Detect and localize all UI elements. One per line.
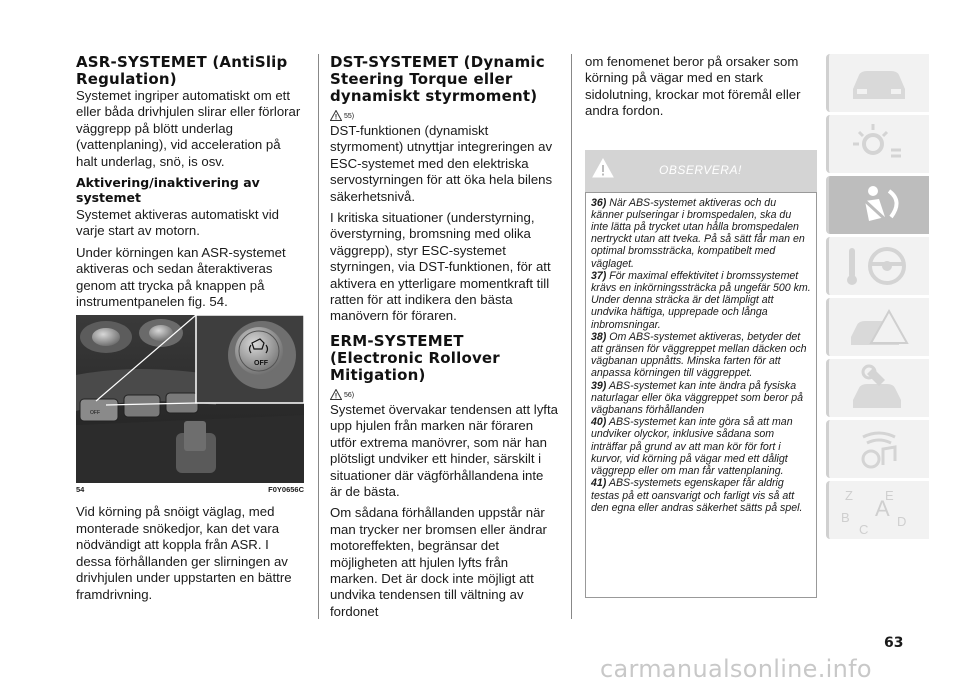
note-item: 36) När ABS-systemet aktiveras och du känner pulseringar i bromspedalen, ska du inte lätta på trycket utan hålla bromspedalen nertryckt utan att tveka. På så sätt får man en optimal bromssträcka, kompatibelt med väglaget. [591, 196, 805, 270]
note-item: 39) ABS-systemet kan inte ändra på fysiska naturlagar eller öka väggreppet som beror på vägbanans förhållanden [591, 379, 803, 417]
column-divider-right [571, 54, 572, 619]
tab-maintenance[interactable] [826, 359, 929, 417]
maintenance-icon [839, 364, 919, 412]
figure-54-photo [76, 315, 304, 483]
column-asr [76, 54, 304, 608]
dst-paragraph-2: I kritiska situationer (understyrning, överstyrning, bromsning med olika väggrepp), styr ESC-systemet styrningen, via DST-funktionen, för att aktivera en ytterligare momentkraft till ratten för att indikera den bästa manövern för föraren. [330, 210, 551, 324]
dst-heading: DST-SYSTEMET (Dynamic Steering Torque eller dynamiskt styrmoment) [330, 53, 545, 105]
column-dst-erm [330, 54, 558, 625]
index-letter: Z [845, 488, 853, 503]
figure-code: F0Y0656C [268, 485, 304, 495]
tab-index[interactable] [826, 481, 929, 539]
column-notes [585, 54, 817, 598]
rollover-continuation: om fenomenet beror på orsaker som körning på vägar med en stark sidolutning, krockar mot föremål eller andra fordon. [585, 54, 801, 119]
erm-paragraph-1: Systemet övervakar tendensen att lyfta upp hjulen från marken när föraren utför extrema manövrer, som när han plötsligt undviker ett hinder, särskilt i situationer där vägförhållandena inte är de bästa. [330, 401, 558, 499]
asr-paragraph: Systemet ingriper automatiskt om ett eller båda drivhjulen slirar eller förlorar väggrepp på blött underlag (vattenplaning), vid acceleration på halt underlag, snö, is osv. [76, 88, 301, 169]
tab-dashboard[interactable] [826, 54, 929, 112]
note-item: 38) Om ABS-systemet aktiveras, betyder det att gränsen för väggreppet mellan däcken och vägbanan uppnåtts. Minska farten för att anpassa körningen till väggreppet. [591, 330, 807, 380]
index-letter: A [875, 496, 890, 521]
erm-paragraph-2: Om sådana förhållanden uppstår när man trycker ner bromsen eller ändrar motoreffekten, begränsar det möjligheten att hjulen lyfts från marken. Det är dock inte möjligt att undvika tendensen till vältning av fordonet [330, 505, 547, 619]
tab-safety[interactable] [826, 176, 929, 234]
lights-icon [839, 120, 919, 168]
tab-lights[interactable] [826, 115, 929, 173]
note-item: 40) ABS-systemet kan inte göra så att man undviker olyckor, inklusive sådana som inträffar på grund av att man kör för fort i kurvor, vid körning på vägar med ett dåligt väggrepp eller om man får vattenplaning. [591, 416, 793, 478]
index-letter: E [885, 488, 894, 503]
erm-warning-reference [330, 386, 558, 400]
index-letters-icon [839, 486, 919, 538]
warning-car-icon [839, 303, 919, 351]
snow-chains-paragraph: Vid körning på snöigt väglag, med monterade snökedjor, kan det vara nödvändigt att koppla från ASR. I dessa förhållanden ger slirningen av drivhjulen under uppstarten en bättre framdrivning. [76, 504, 292, 602]
page-number: 63 [884, 635, 904, 651]
safety-airbag-icon [839, 181, 919, 229]
svg-text:OFF: OFF [90, 410, 100, 417]
index-letter: B [841, 510, 850, 525]
asr-heading: ASR-SYSTEMET (AntiSlip Regulation) [76, 53, 288, 88]
activation-heading: Aktivering/inaktivering av systemet [76, 175, 260, 206]
activation-paragraph-1: Systemet aktiveras automatiskt vid varje start av motorn. [76, 207, 280, 239]
figure-number: 54 [76, 485, 85, 495]
warning-triangle-icon [330, 389, 342, 400]
watermark: carmanualsonline.info [600, 655, 872, 683]
note-item: 37) För maximal effektivitet i bromssystemet krävs en inkörningssträcka på ungefär 500 km. Under denna sträcka är det lämpligt att undvika häftiga, upprepade och långa inbromsningar. [591, 269, 811, 331]
chapter-tabs [826, 54, 929, 542]
tab-multimedia[interactable] [826, 420, 929, 478]
erm-ref-number: 56) [344, 391, 355, 399]
starting-driving-icon [839, 242, 919, 290]
index-letter: D [897, 514, 907, 529]
column-divider-left [318, 54, 319, 619]
tab-starting-driving[interactable] [826, 237, 929, 295]
activation-paragraph-2: Under körningen kan ASR-systemet aktiveras och sedan återaktiveras genom att trycka på knappen på instrumentpanelen fig. 54. [76, 244, 286, 310]
figure-caption [76, 485, 304, 494]
note-box-header [585, 150, 817, 193]
note-item: 41) ABS-systemets egenskaper får aldrig testas på ett oansvarigt och farligt vis så att den egna eller andras säkerhet sätts på spel. [591, 477, 803, 514]
note-box-body [585, 193, 817, 598]
index-letter: C [859, 522, 869, 537]
dst-ref-number: 55) [344, 113, 355, 120]
warning-triangle-icon [330, 110, 342, 121]
dst-paragraph-1: DST-funktionen (dynamiskt styrmoment) utnyttjar integreringen av ESC-systemet med den elektriska servostyrningen för att öka hela bilens säkerhetsnivå. [330, 123, 553, 204]
erm-heading: ERM-SYSTEMET (Electronic Rollover Mitigation) [330, 331, 500, 384]
figure-off-label: OFF [254, 360, 268, 368]
dst-warning-reference [330, 107, 558, 121]
note-box-title: OBSERVERA! [659, 162, 742, 177]
dashboard-switch-photo [76, 315, 304, 483]
multimedia-icon [839, 425, 919, 473]
tab-emergency[interactable] [826, 298, 929, 356]
car-dashboard-icon [839, 59, 919, 107]
caution-triangle-icon [592, 158, 614, 178]
